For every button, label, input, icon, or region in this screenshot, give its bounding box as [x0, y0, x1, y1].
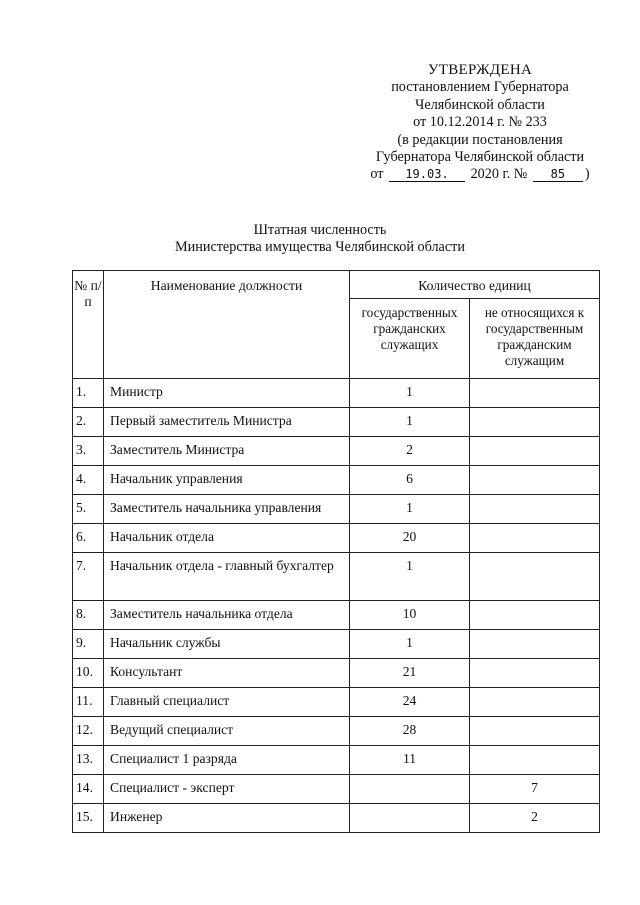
table-row: [73, 437, 600, 466]
header-unit-count: Количество единиц: [350, 271, 600, 299]
row-position-name: Начальник управления: [104, 466, 350, 495]
row-number: 1.: [73, 379, 104, 408]
table-row: [73, 659, 600, 688]
row-non-civil-count: [470, 437, 600, 466]
approval-line-2: Челябинской области: [415, 96, 545, 113]
row-non-civil-count: [470, 553, 600, 601]
row-position-name: Специалист - эксперт: [104, 775, 350, 804]
row-number: 14.: [73, 775, 104, 804]
header-position-name: Наименование должности: [104, 271, 350, 379]
row-position-name: Инженер: [104, 804, 350, 833]
row-civil-count: 11: [350, 746, 470, 775]
edit-date: 19.03.: [389, 168, 465, 182]
row-number: 10.: [73, 659, 104, 688]
edit-prefix: от: [370, 166, 384, 183]
row-civil-count: 28: [350, 717, 470, 746]
title-line-1: Штатная численность: [253, 222, 387, 238]
approval-line-4: (в редакции постановления: [397, 131, 563, 148]
edit-number: 85: [533, 168, 583, 182]
row-position-name: Консультант: [104, 659, 350, 688]
document-title: [0, 222, 640, 256]
row-civil-count: 1: [350, 553, 470, 601]
row-non-civil-count: [470, 746, 600, 775]
table-body: [73, 379, 600, 833]
row-number: 4.: [73, 466, 104, 495]
row-non-civil-count: [470, 688, 600, 717]
table-row: [73, 804, 600, 833]
row-number: 13.: [73, 746, 104, 775]
row-number: 6.: [73, 524, 104, 553]
approval-block: [340, 62, 620, 184]
row-number: 2.: [73, 408, 104, 437]
row-non-civil-count: [470, 601, 600, 630]
row-non-civil-count: [470, 495, 600, 524]
row-position-name: Начальник отдела: [104, 524, 350, 553]
edit-suffix: ): [584, 166, 590, 183]
row-civil-count: 24: [350, 688, 470, 717]
table-row: [73, 746, 600, 775]
row-civil-count: 1: [350, 379, 470, 408]
row-position-name: Первый заместитель Министра: [104, 408, 350, 437]
row-position-name: Заместитель начальника отдела: [104, 601, 350, 630]
row-number: 12.: [73, 717, 104, 746]
row-position-name: Специалист 1 разряда: [104, 746, 350, 775]
row-civil-count: 20: [350, 524, 470, 553]
row-non-civil-count: [470, 408, 600, 437]
table-row: [73, 553, 600, 601]
header-civil-servants: государственных гражданских служащих: [350, 299, 470, 379]
row-number: 7.: [73, 553, 104, 601]
row-non-civil-count: [470, 379, 600, 408]
approval-line-3: от 10.12.2014 г. № 233: [413, 114, 547, 131]
row-position-name: Заместитель Министра: [104, 437, 350, 466]
row-non-civil-count: [470, 466, 600, 495]
row-number: 11.: [73, 688, 104, 717]
row-civil-count: 21: [350, 659, 470, 688]
table-row: [73, 408, 600, 437]
table-row: [73, 775, 600, 804]
table-row: [73, 717, 600, 746]
table-row: [73, 466, 600, 495]
row-position-name: Начальник отдела - главный бухгалтер: [104, 553, 350, 601]
row-civil-count: 2: [350, 437, 470, 466]
approval-edit-line: [340, 166, 620, 183]
row-position-name: Главный специалист: [104, 688, 350, 717]
row-position-name: Начальник службы: [104, 630, 350, 659]
edit-year: 2020 г. №: [470, 166, 528, 183]
row-position-name: Министр: [104, 379, 350, 408]
row-civil-count: 1: [350, 630, 470, 659]
table-row: [73, 688, 600, 717]
row-civil-count: [350, 804, 470, 833]
row-civil-count: 1: [350, 408, 470, 437]
table-row: [73, 379, 600, 408]
row-non-civil-count: [470, 630, 600, 659]
row-position-name: Ведущий специалист: [104, 717, 350, 746]
row-number: 8.: [73, 601, 104, 630]
row-civil-count: 1: [350, 495, 470, 524]
row-position-name: Заместитель начальника управления: [104, 495, 350, 524]
approval-heading: УТВЕРЖДЕНА: [427, 62, 533, 78]
row-non-civil-count: 7: [470, 775, 600, 804]
table-row: [73, 495, 600, 524]
row-civil-count: 10: [350, 601, 470, 630]
row-number: 9.: [73, 630, 104, 659]
row-civil-count: [350, 775, 470, 804]
row-non-civil-count: [470, 717, 600, 746]
header-number: № п/п: [73, 271, 104, 379]
row-number: 5.: [73, 495, 104, 524]
table-row: [73, 524, 600, 553]
table-row: [73, 630, 600, 659]
row-non-civil-count: [470, 524, 600, 553]
title-line-2: Министерства имущества Челябинской области: [175, 239, 465, 255]
approval-line-5: Губернатора Челябинской области: [375, 149, 585, 166]
row-number: 15.: [73, 804, 104, 833]
header-non-civil-servants: не относящихся к государственным гражданским служащим: [470, 299, 600, 379]
staffing-table: [72, 270, 600, 833]
row-number: 3.: [73, 437, 104, 466]
row-civil-count: 6: [350, 466, 470, 495]
table-row: [73, 601, 600, 630]
row-non-civil-count: [470, 659, 600, 688]
row-non-civil-count: 2: [470, 804, 600, 833]
approval-line-1: постановлением Губернатора: [391, 79, 569, 96]
